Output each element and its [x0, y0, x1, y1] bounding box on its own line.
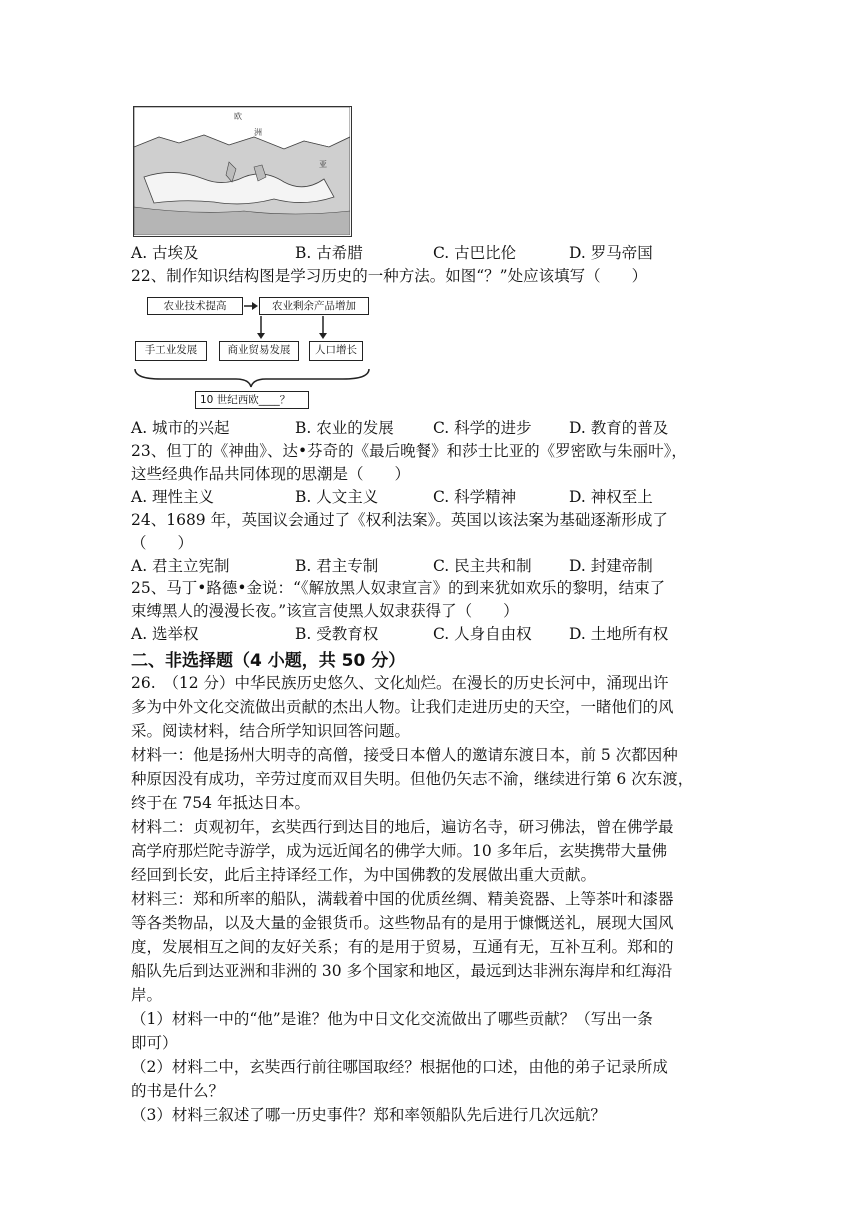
- q24-option-a[interactable]: A. 君主立宪制: [131, 557, 230, 575]
- q23-option-b[interactable]: B. 人文主义: [295, 488, 379, 506]
- q24-option-c[interactable]: C. 民主共和制: [433, 557, 532, 575]
- material-2-line: 材料二：贞观初年，玄奘西行到达目的地后，遍访名寺，研习佛法，曾在佛学最: [131, 818, 674, 836]
- sub-question-1-line: （1）材料一中的“他”是谁？他为中日文化交流做出了哪些贡献？（写出一条: [131, 1010, 653, 1028]
- diagram-box-population: 人口增长: [309, 341, 363, 361]
- material-1-line: 材料一：他是扬州大明寺的高僧，接受日本僧人的邀请东渡日本，前 5 次都因种: [131, 746, 678, 764]
- q25-stem-line1: 25、马丁•路德•金说：“《解放黑人奴隶宣言》的到来犹如欢乐的黎明，结束了: [131, 579, 666, 597]
- q26-intro-line: 26. （12 分）中华民族历史悠久、文化灿烂。在漫长的历史长河中，涌现出许: [131, 674, 669, 692]
- q21-option-b[interactable]: B. 古希腊: [295, 244, 363, 262]
- map-label-ou: 欧: [234, 112, 242, 121]
- q24-option-b[interactable]: B. 君主专制: [295, 557, 379, 575]
- q25-option-b[interactable]: B. 受教育权: [295, 625, 379, 643]
- q22-knowledge-diagram: [131, 291, 371, 413]
- diagram-box-commerce: 商业贸易发展: [219, 341, 299, 361]
- q23-option-a[interactable]: A. 理性主义: [131, 488, 215, 506]
- ancient-mediterranean-map: [133, 106, 352, 237]
- q25-option-d[interactable]: D. 土地所有权: [569, 625, 669, 643]
- q22-stem: 22、制作知识结构图是学习历史的一种方法。如图“？”处应该填写（ ）: [131, 267, 648, 285]
- map-label-zhou: 洲: [254, 128, 262, 137]
- q24-option-d[interactable]: D. 封建帝制: [569, 557, 653, 575]
- q24-stem-line2: （ ）: [131, 534, 194, 552]
- q26-intro-line: 多为中外文化交流做出贡献的杰出人物。让我们走进历史的天空，一睹他们的风: [131, 698, 674, 716]
- material-2-line: 经回到长安，此后主持译经工作，为中国佛教的发展做出重大贡献。: [131, 866, 597, 884]
- material-3-line: 船队先后到达亚洲和非洲的 30 多个国家和地区，最远到达非洲东海岸和红海沿: [131, 962, 673, 980]
- section-heading: 二、非选择题（4 小题，共 50 分）: [131, 651, 406, 671]
- q24-stem-line1: 24、1689 年，英国议会通过了《权利法案》。英国以该法案为基础逐渐形成了: [131, 511, 668, 529]
- material-3-line: 度，发展相互之间的友好关系；有的是用于贸易，互通有无，互补互利。郑和的: [131, 938, 674, 956]
- q21-option-c[interactable]: C. 古巴比伦: [433, 244, 517, 262]
- sub-question-3-line: （3）材料三叙述了哪一历史事件？郑和率领船队先后进行几次远航？: [131, 1106, 606, 1124]
- q23-stem-line2: 这些经典作品共同体现的思潮是（ ）: [131, 465, 411, 483]
- sub-question-2-line: 的书是什么？: [131, 1082, 225, 1100]
- sub-question-1-line: 即可）: [131, 1034, 178, 1052]
- diagram-box-surplus: 农业剩余产品增加: [259, 297, 369, 315]
- q22-option-c[interactable]: C. 科学的进步: [433, 419, 532, 437]
- q23-option-c[interactable]: C. 科学精神: [433, 488, 517, 506]
- map-drawing: [134, 107, 350, 235]
- material-2-line: 高学府那烂陀寺游学，成为远近闻名的佛学大师。10 多年后，玄奘携带大量佛: [131, 842, 668, 860]
- q21-option-a[interactable]: A. 古埃及: [131, 244, 199, 262]
- q26-intro-line: 采。阅读材料，结合所学知识回答问题。: [131, 722, 411, 740]
- material-1-line: 终于在 754 年抵达日本。: [131, 794, 310, 812]
- material-1-line: 种原因没有成功，辛劳过度而双目失明。但他仍矢志不渝，继续进行第 6 次东渡，: [131, 770, 694, 788]
- q26-body: [131, 671, 731, 1127]
- diagram-box-farming-tech: 农业技术提高: [147, 297, 243, 315]
- q22-option-b[interactable]: B. 农业的发展: [295, 419, 394, 437]
- material-3-line: 岸。: [131, 986, 163, 1004]
- q25-stem-line2: 束缚黑人的漫漫长夜。”该宣言使黑人奴隶获得了（ ）: [131, 602, 519, 620]
- q22-option-a[interactable]: A. 城市的兴起: [131, 419, 230, 437]
- diagram-box-handicraft: 手工业发展: [135, 341, 207, 361]
- material-3-line: 等各类物品，以及大量的金银货币。这些物品有的是用于慷慨送礼，展现大国风: [131, 914, 674, 932]
- q23-stem-line1: 23、但丁的《神曲》、达•芬奇的《最后晚餐》和莎士比亚的《罗密欧与朱丽叶》，: [131, 442, 687, 460]
- q25-option-c[interactable]: C. 人身自由权: [433, 625, 532, 643]
- map-label-ya: 亚: [319, 160, 327, 169]
- q23-option-d[interactable]: D. 神权至上: [569, 488, 653, 506]
- diagram-box-result: 10 世纪西欧____？: [195, 391, 309, 409]
- q25-option-a[interactable]: A. 选举权: [131, 625, 199, 643]
- q22-option-d[interactable]: D. 教育的普及: [569, 419, 669, 437]
- q21-option-d[interactable]: D. 罗马帝国: [569, 244, 653, 262]
- sub-question-2-line: （2）材料二中，玄奘西行前往哪国取经？根据他的口述，由他的弟子记录所成: [131, 1058, 668, 1076]
- material-3-line: 材料三：郑和所率的船队，满载着中国的优质丝绸、精美瓷器、上等茶叶和漆器: [131, 890, 674, 908]
